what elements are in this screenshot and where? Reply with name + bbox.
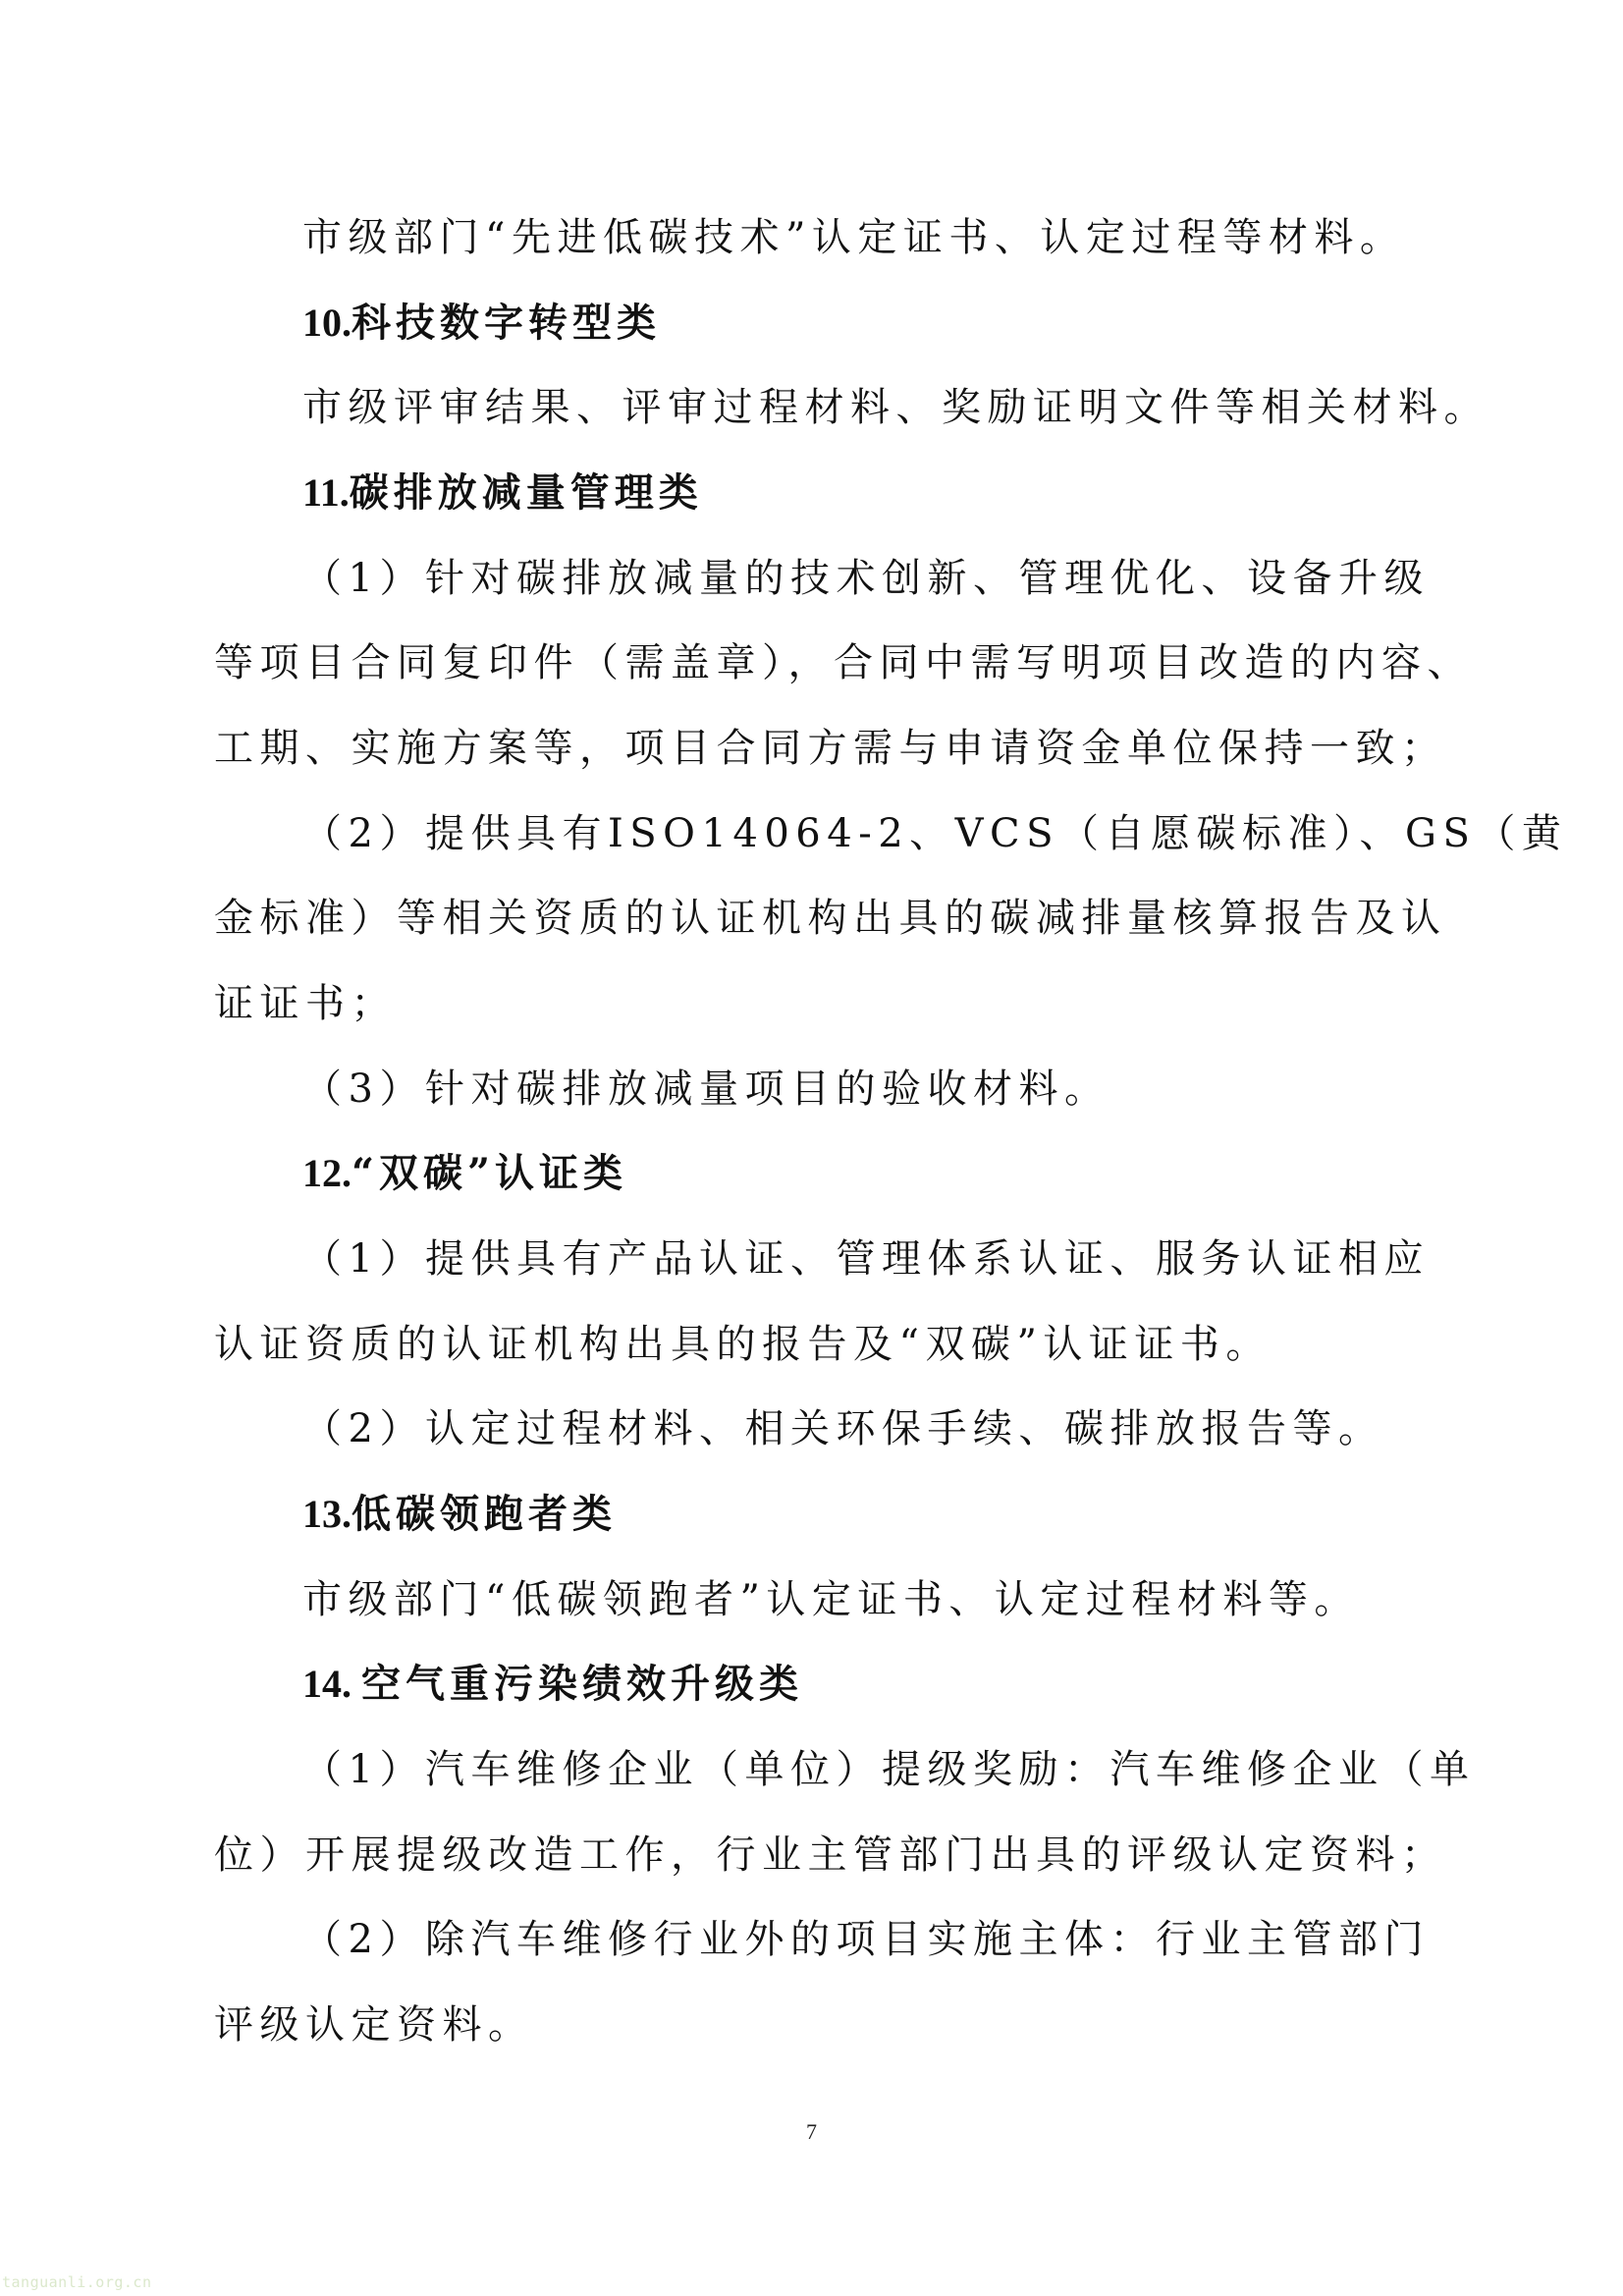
heading-number: 13. [302, 1492, 352, 1536]
heading-number: 12. [302, 1151, 352, 1195]
heading-title: 碳排放减量管理类 [349, 469, 703, 516]
paragraph-line: （1）汽车维修企业（单位）提级奖励：汽车维修企业（单 [302, 1747, 1476, 1792]
paragraph-line: （2）认定过程材料、相关环保手续、碳排放报告等。 [302, 1406, 1384, 1451]
paragraph-line: 市级部门“先进低碳技术”认定证书、认定过程等材料。 [302, 215, 1406, 260]
watermark: tanguanli.org.cn [2, 2273, 152, 2291]
section-heading-13 [302, 1472, 1392, 1557]
paragraph-line: （2）除汽车维修行业外的项目实施主体：行业主管部门 [302, 1917, 1430, 1962]
paragraph-line: 等项目合同复印件（需盖章），合同中需写明项目改造的内容、 [214, 640, 1473, 685]
paragraph-line: 认证资质的认证机构出具的报告及“双碳”认证证书。 [214, 1322, 1271, 1367]
section-heading-10 [302, 281, 1392, 365]
heading-title: 科技数字转型类 [352, 300, 661, 346]
heading-title: “双碳”认证类 [352, 1150, 628, 1196]
paragraph-line: 金标准）等相关资质的认证机构出具的碳减排量核算报告及认 [214, 896, 1447, 941]
page-number: 7 [806, 2119, 817, 2144]
section-heading-11 [302, 451, 1392, 535]
paragraph-line: （3）针对碳排放减量项目的验收材料。 [302, 1066, 1110, 1112]
paragraph-line: 评级认定资料。 [214, 2002, 534, 2048]
paragraph-line: 市级部门“低碳领跑者”认定证书、认定过程材料等。 [302, 1577, 1360, 1622]
heading-title: 空气重污染绩效升级类 [361, 1661, 803, 1707]
paragraph-line: 位）开展提级改造工作，行业主管部门出具的评级认定资料； [214, 1832, 1447, 1878]
paragraph-line: 证证书； [214, 981, 397, 1026]
paragraph-line: （1）提供具有产品认证、管理体系认证、服务认证相应 [302, 1236, 1430, 1282]
heading-number: 14. [302, 1662, 361, 1706]
paragraph-line: （1）针对碳排放减量的技术创新、管理优化、设备升级 [302, 556, 1430, 601]
paragraph-line: 市级评审结果、评审过程材料、奖励证明文件等相关材料。 [302, 385, 1489, 430]
section-heading-14 [302, 1642, 1392, 1726]
paragraph-line: 工期、实施方案等，项目合同方需与申请资金单位保持一致； [214, 726, 1447, 771]
heading-number: 10. [302, 301, 352, 345]
paragraph-line: （2）提供具有ISO14064-2、VCS（自愿碳标准）、GS（黄 [302, 811, 1568, 856]
section-heading-12 [302, 1131, 1392, 1216]
heading-number: 11. [302, 470, 350, 515]
heading-title: 低碳领跑者类 [352, 1491, 617, 1537]
